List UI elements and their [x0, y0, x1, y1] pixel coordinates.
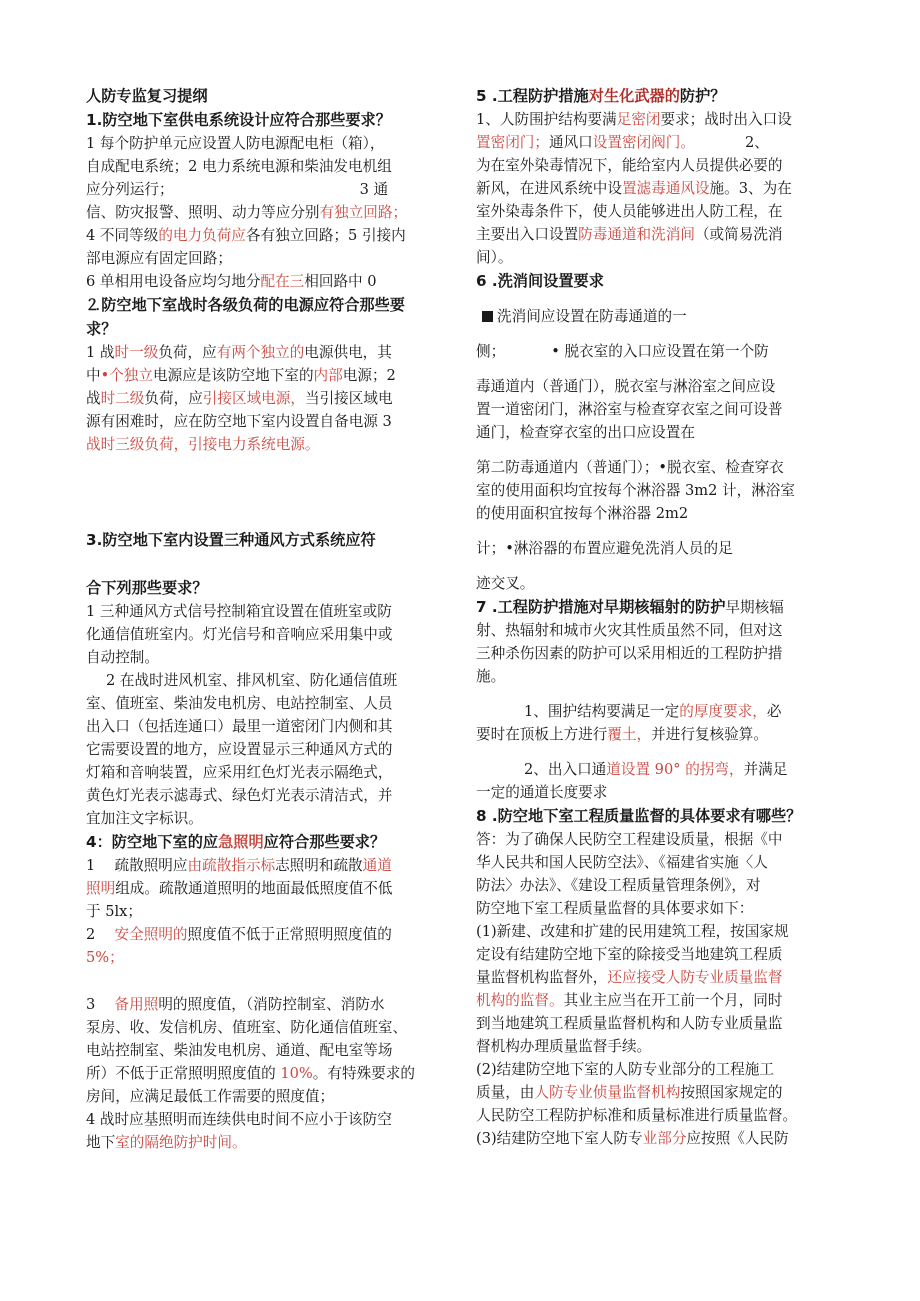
q4-line: 5%；	[86, 949, 124, 966]
q6-line: 侧； • 脱衣室的入口应设置在第一个防	[476, 343, 769, 360]
q1-line: 应分列运行； 3 通	[86, 181, 389, 198]
section-q4	[86, 830, 458, 1154]
q2-line: 战时三级负荷，引接电力系统电源。	[86, 436, 320, 453]
section-q8	[476, 804, 840, 1150]
q8-line: 防空地下室工程质量监督的具体要求如下：	[476, 900, 754, 917]
document-title: 人防专监复习提纲	[86, 87, 208, 105]
q4-line: 于 5lx；	[86, 903, 143, 920]
q8-line: 定设有结建防空地下室的除接受当地建筑工程质	[476, 946, 783, 963]
q5-line: 主要出入口设置防毒通道和洗消间（或简易洗消	[476, 226, 783, 243]
q3-line: 室、值班室、柴油发电机房、电站控制室、人员	[86, 695, 393, 712]
q8-line: 防法〉办法》、《建设工程质量管理条例》，对	[476, 877, 761, 894]
q6-line: 第二防毒通道内（普通门）；•脱衣室、检查穿衣	[476, 459, 784, 476]
q4-line: 1 疏散照明应由疏散指示标志照明和疏散通道	[86, 857, 392, 874]
q5-line: 室外染毒条件下，使人员能够进出人防工程，在	[476, 203, 783, 220]
q1-line: 信、防灾报警、照明、动力等应分别有独立回路；	[86, 204, 408, 221]
q6-line: 的使用面积宜按每个淋浴器 2m2	[476, 505, 689, 522]
q6-line: 迹交叉。	[476, 575, 535, 592]
q8-heading: 8 .防空地下室工程质量监督的具体要求有哪些？	[476, 807, 802, 825]
section-q3	[86, 528, 458, 830]
section-q5	[476, 84, 840, 269]
q4-line: 3 备用照明的照度值，（消防控制室、消防水	[86, 996, 385, 1013]
section-q7	[476, 595, 840, 804]
q7-line: 要时在顶板上方进行覆土，并进行复核验算。	[476, 726, 768, 743]
q5-line: 新风，在进风系统中设置滤毒通风设施。3、为在	[476, 180, 792, 197]
q1-line: 4 不同等级的电力负荷应各有独立回路；5 引接内	[86, 227, 406, 244]
q1-line: 自成配电系统；2 电力系统电源和柴油发电机组	[86, 158, 392, 175]
q6-heading: 6 .洗消间设置要求	[476, 272, 604, 290]
q4-line: 4 战时应基照明而连续供电时间不应小于该防空	[86, 1111, 392, 1128]
q4-line: 照明组成。疏散通道照明的地面最低照度值不低	[86, 880, 393, 897]
q3-line: 它需要设置的地方，应设置显示三种通风方式的	[86, 741, 393, 758]
q2-line: 1 战时一级负荷，应有两个独立的电源供电，其	[86, 344, 392, 361]
q5-line: 为在室外染毒情况下，能给室内人员提供必要的	[476, 157, 783, 174]
q8-line: 质量，由人防专业侦量监督机构按照国家规定的	[476, 1084, 783, 1101]
q4-line: 房间，应满足最低工作需要的照度值；	[86, 1088, 335, 1105]
q3-line: 1 三种通风方式信号控制箱宜设置在值班室或防	[86, 603, 392, 620]
q2-line: 中•个独立电源应是该防空地下室的内部电源；2	[86, 367, 396, 384]
q5-line: 间）。	[476, 249, 513, 266]
q8-line: (1)新建、改建和扩建的民用建筑工程，按国家规	[476, 923, 789, 940]
q6-line: 通门，检查穿衣室的出口应设置在	[476, 424, 695, 441]
left-column	[86, 84, 458, 1154]
q8-line: 量监督机构监督外，还应接受人防专业质量监督	[476, 969, 783, 986]
q3-line: 化通信值班室内。灯光信号和音响应采用集中或	[86, 626, 393, 643]
q6-line: 计；•淋浴器的布置应避免洗消人员的足	[476, 540, 733, 557]
right-column	[476, 84, 840, 1150]
q8-line: 机构的监督。其业主应当在开工前一个月，同时	[476, 992, 783, 1009]
q2-line: 战时二级负荷，应引接区域电源，当引接区域电	[86, 390, 393, 407]
square-bullet-icon	[482, 311, 493, 322]
q2-heading-cont: 求？	[86, 320, 117, 338]
q4-line: 所）不低于正常照明照度值的 10%。有特殊要求的	[86, 1065, 415, 1082]
q7-line: 射、热辐射和城市火灾其性质虽然不同，但对这	[476, 622, 783, 639]
q4-line: 2 安全照明的照度值不低于正常照明照度值的	[86, 926, 392, 943]
q2-line: 源有困难时，应在防空地下室内设置自备电源 3	[86, 413, 392, 430]
q7-line: 1、围护结构要满足一定的厚度要求，必	[524, 703, 782, 720]
q3-line: 自动控制。	[86, 649, 159, 666]
q7-line: 三种杀伤因素的防护可以采用相近的工程防护措	[476, 645, 783, 662]
q4-line: 地下室的隔绝防护时间。	[86, 1134, 247, 1151]
q8-line: 督机构办理质量监督手续。	[476, 1038, 652, 1055]
q5-heading: 5 .工程防护措施对生化武器的防护？	[476, 87, 726, 105]
q8-line: (3)结建防空地下室人防专业部分应按照《人民防	[476, 1130, 789, 1147]
q6-line: 置一道密闭门，淋浴室与检查穿衣室之间可设普	[476, 401, 783, 418]
q8-line: 答：为了确保人民防空工程建设质量，根据《中	[476, 831, 783, 848]
q6-line: 洗消间应设置在防毒通道的一	[476, 305, 840, 328]
q5-line: 1、人防围护结构要满足密闭要求；战时出入口设	[476, 111, 792, 128]
q1-line: 6 单相用电设备应均匀地分配在三相回路中 0	[86, 273, 377, 290]
q8-line: (2)结建防空地下室的人防专业部分的工程施工	[476, 1061, 774, 1078]
section-q6	[476, 269, 840, 595]
q7-line: 一定的通道长度要求	[476, 784, 608, 801]
q1-heading: 1.防空地下室供电系统设计应符合那些要求？	[86, 111, 391, 129]
q7-line: 2、出入口通道设置 90° 的拐弯，并满足	[524, 761, 788, 778]
q3-line: 灯箱和音响装置，应采用红色灯光表示隔绝式，	[86, 764, 393, 781]
q1-line: 1 每个防护单元应设置人防电源配电柜（箱），	[86, 135, 385, 152]
q7-heading: 7 .工程防护措施对早期核辐射的防护早期核辐	[476, 598, 784, 616]
q4-line: 电站控制室、柴油发电机房、通道、配电室等场	[86, 1042, 393, 1059]
q3-line: 宜加注文字标识。	[86, 810, 203, 827]
q2-heading: ⒉防空地下室战时各级负荷的电源应符合那些要	[86, 296, 405, 314]
q4-heading: 4：防空地下室的应急照明应符合那些要求？	[86, 833, 386, 851]
q8-line: 华人民共和国人民防空法》、《福建省实施〈人	[476, 854, 768, 871]
q7-line: 施。	[476, 668, 506, 685]
q3-line: 2 在战时进风机室、排风机室、防化通信值班	[106, 672, 398, 689]
q6-line: 室的使用面积均宜按每个淋浴器 3m2 计，淋浴室	[476, 482, 795, 499]
q3-line: 黄色灯光表示滤毒式、绿色灯光表示清洁式，并	[86, 787, 393, 804]
q3-heading-cont: 合下列那些要求？	[86, 579, 208, 597]
q5-line: 置密闭门；通风口设置密闭阀门。 2、	[476, 134, 769, 151]
section-q2	[86, 293, 458, 456]
q4-line: 泵房、收、发信机房、值班室、防化通信值班室、	[86, 1019, 408, 1036]
q8-line: 人民防空工程防护标准和质量标准进行质量监督。	[476, 1107, 798, 1124]
q3-line: 出入口（包括连通口）最里一道密闭门内侧和其	[86, 718, 393, 735]
q1-line: 部电源应有固定回路；	[86, 250, 232, 267]
q8-line: 到当地建筑工程质量监督机构和人防专业质量监	[476, 1015, 783, 1032]
section-q1	[86, 108, 458, 293]
q3-heading: 3.防空地下室内设置三种通风方式系统应符	[86, 531, 376, 549]
q6-line: 毒通道内（普通门），脱衣室与淋浴室之间应设	[476, 378, 776, 395]
